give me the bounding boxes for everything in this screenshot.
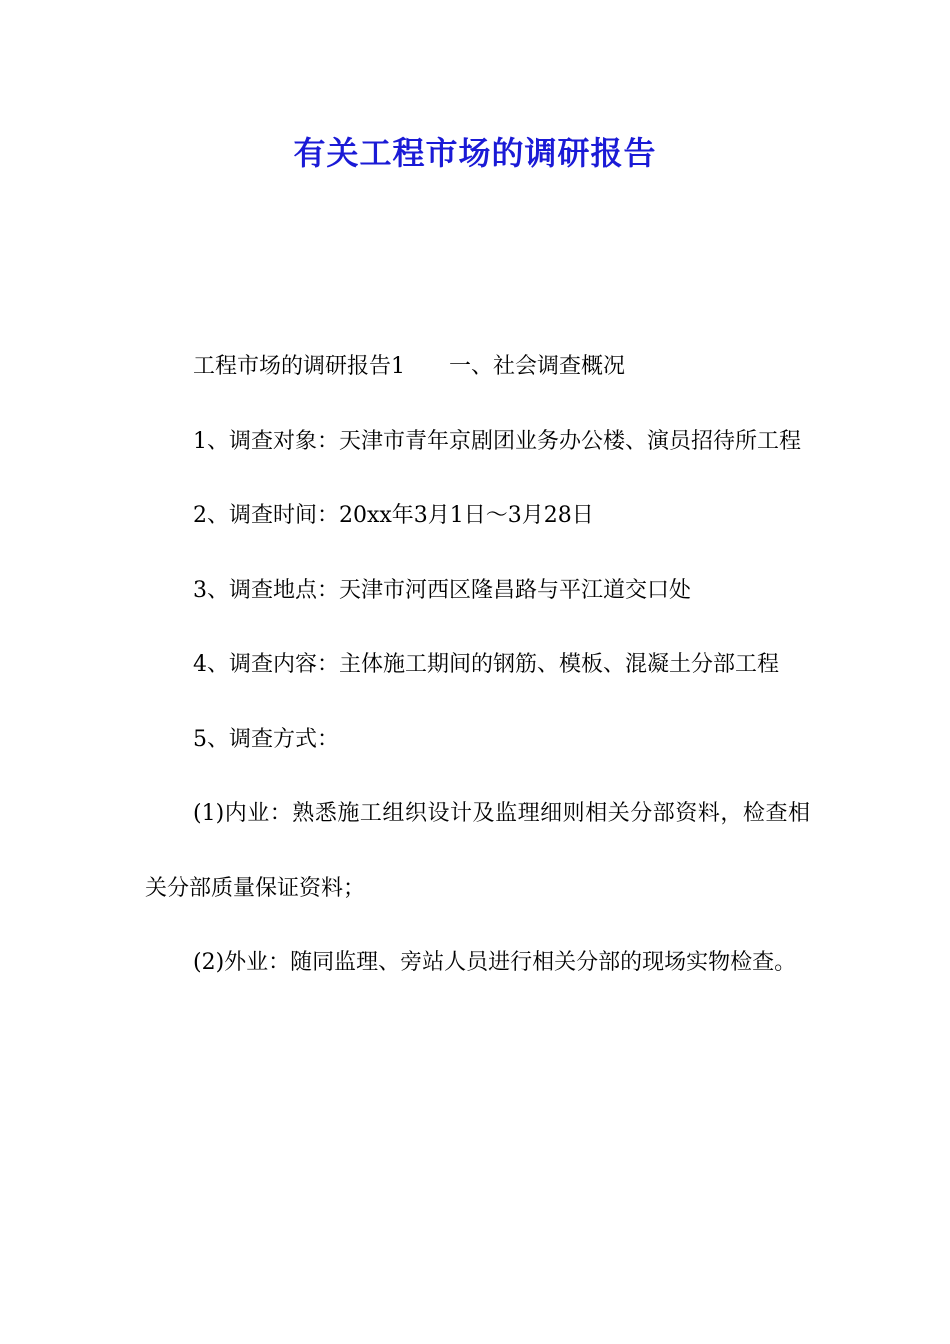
paragraph-survey-content: 4、调查内容：主体施工期间的钢筋、模板、混凝土分部工程 (193, 652, 779, 677)
paragraph-survey-time: 2、调查时间：20xx年3月1日～3月28日 (193, 503, 594, 528)
paragraph-field-work: (2)外业：随同监理、旁站人员进行相关分部的现场实物检查。 (193, 950, 797, 975)
paragraph-survey-object: 1、调查对象：天津市青年京剧团业务办公楼、演员招待所工程 (193, 428, 801, 454)
paragraph-report-heading: 工程市场的调研报告1 一、社会调查概况 (193, 354, 625, 379)
document-body (145, 330, 810, 1001)
paragraph-internal-work: (1)内业：熟悉施工组织设计及监理细则相关分部资料，检查相关分部质量保证资料； (145, 801, 810, 901)
paragraph-survey-location: 3、调查地点：天津市河西区隆昌路与平江道交口处 (193, 577, 691, 603)
document-title: 有关工程市场的调研报告 (293, 134, 657, 172)
paragraph-survey-method: 5、调查方式： (193, 726, 339, 752)
